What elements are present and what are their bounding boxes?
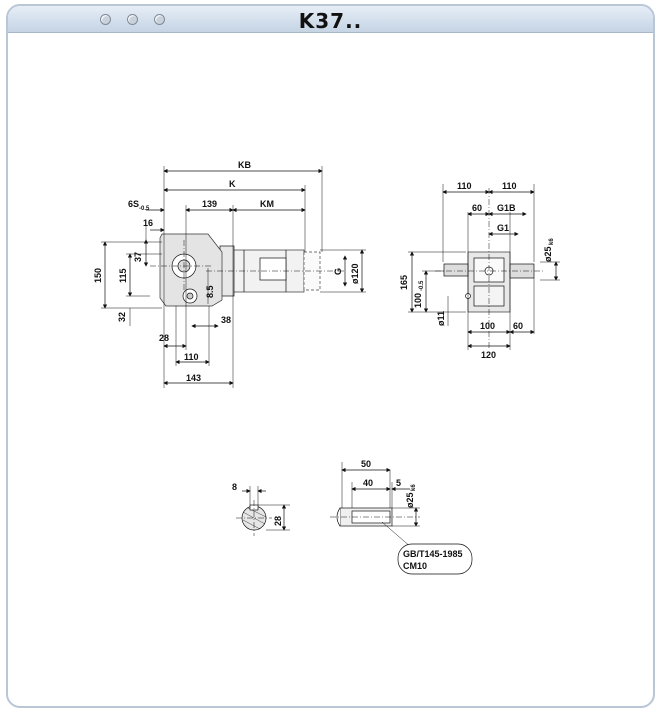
dim-60: 60 — [472, 203, 483, 213]
dim-8-5: 8.5 — [205, 285, 215, 298]
dim-60-bottom: 60 — [513, 321, 524, 331]
dim-28: 28 — [159, 333, 170, 343]
dim-115: 115 — [118, 268, 128, 283]
standard-line-2: CM10 — [403, 561, 428, 571]
dim-110-right: 110 — [502, 181, 517, 191]
dim-dia11: ø11 — [436, 310, 446, 326]
dim-37: 37 — [133, 251, 143, 262]
output-shaft-left — [444, 264, 468, 276]
dim-139: 139 — [202, 199, 218, 209]
dim-s: 6S — [128, 199, 140, 209]
dim-110-left: 110 — [457, 181, 472, 191]
dim-100: 100 — [413, 292, 423, 308]
dim-110: 110 — [184, 352, 199, 362]
dim-shaft-50: 50 — [361, 459, 372, 469]
dim-g1: G1 — [497, 223, 510, 233]
dim-key-28: 28 — [273, 515, 283, 526]
dim-shaft-40: 40 — [363, 478, 374, 488]
dim-165: 165 — [399, 274, 409, 290]
dim-dia25-tol: k6 — [549, 238, 555, 245]
dim-kb: KB — [238, 160, 251, 170]
dim-16: 16 — [143, 218, 154, 228]
dim-120: 120 — [481, 350, 497, 360]
dim-38: 38 — [221, 315, 232, 325]
dim-shaft-dia25: ø25 — [405, 492, 415, 508]
dim-g1b: G1B — [497, 203, 516, 213]
dim-100-sub: -0.5 — [419, 280, 425, 291]
dim-dia25: ø25 — [543, 246, 553, 262]
dim-s-sub: -0.5 — [139, 206, 150, 212]
dim-dia120: ø120 — [350, 263, 360, 284]
standard-line-1: GB/T145-1985 — [403, 549, 463, 559]
dim-km: KM — [260, 199, 274, 209]
dim-100-bottom: 100 — [480, 321, 496, 331]
front-view — [101, 166, 366, 388]
dim-150: 150 — [93, 267, 103, 283]
dim-32: 32 — [117, 311, 127, 322]
window-title: K37.. — [298, 9, 363, 33]
dim-g: G — [333, 267, 343, 275]
dim-key-8: 8 — [232, 482, 238, 492]
dim-shaft-5: 5 — [396, 478, 402, 488]
dim-shaft-dia25-tol: k6 — [411, 484, 417, 491]
terminal-box — [260, 258, 286, 280]
dim-143: 143 — [186, 373, 202, 383]
dim-k: K — [229, 179, 236, 189]
key-section — [236, 486, 290, 536]
